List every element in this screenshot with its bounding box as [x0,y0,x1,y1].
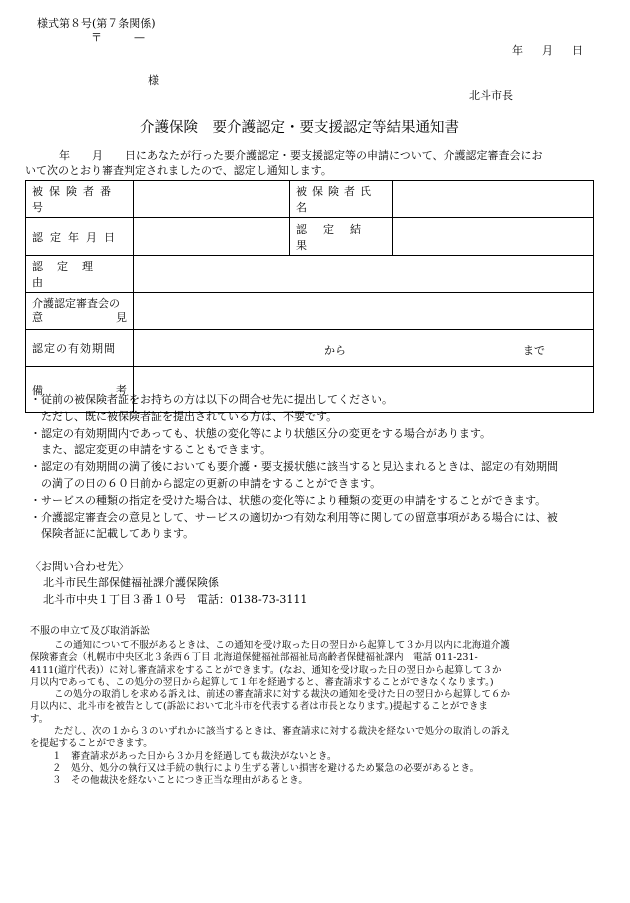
postal-mark: 〒 [91,31,102,44]
appeal-paragraph-2 [30,689,597,726]
remarks-label-char-1: 備 [32,383,43,397]
opinion-label-char-1: 意 [32,311,43,324]
note-line: 保険者証に記載してあります。 [30,527,195,541]
note-line: の満了の日の６０日前から認定の更新の申請をすることができます。 [30,476,382,490]
remarks-label-char-2: 考 [116,383,127,397]
insured-name-value [393,181,594,218]
note-line: ・認定の有効期間の満了後においても要介護・要支援状態に該当すると見込まれるときは、認定の有効期間 [30,460,558,474]
insured-number-value [134,181,290,218]
note-line: ・認定の有効期間内であっても、状態の変化等により状態区分の変更をする場合があります。 [30,426,492,440]
valid-period-label [26,330,134,367]
appeal-heading: 不服の申立て及び取消訴訟 [30,626,150,637]
appeal-text [30,640,597,788]
insured-number-label-text: 被保険者番号 [32,185,117,214]
date-year: 年 [512,44,523,57]
appeal-line: この通知について不服があるときは、この通知を受け取った日の翌日から起算して３か月以内に北海道介護 [54,640,510,651]
opinion-value [134,293,594,330]
appeal-item-1: １ 審査請求があった日から３か月を経過しても裁決がないとき。 [52,750,337,762]
insured-number-label [26,181,134,218]
insured-name-label-text: 被保険者氏名 [296,185,376,214]
intro-line-1: 年 月 日にあなたが行った要介護認定・要支援認定等の申請について、介護認定審査会にお [37,149,543,162]
result-form-table [25,180,594,413]
valid-period-label-text: 認定の有効期間 [32,342,116,355]
note-line: また、認定変更の申請をすることもできます。 [30,443,272,457]
cert-reason-label-text: 認定理由 [32,260,107,289]
appeal-paragraph-1 [30,640,597,689]
intro-line-2: いて次のとおり審査判定されましたので、認定し通知します。 [25,164,332,177]
issuer: 北斗市長 [469,89,513,102]
page-title: 介護保険 要介護認定・要支援認定等結果通知書 [140,120,459,136]
appeal-item-3: ３ その他裁決を経ないことにつき正当な理由があるとき。 [52,775,308,787]
date-month: 月 [542,44,553,57]
cert-reason-value [134,256,594,293]
contact-heading: 〈お問い合わせ先〉 [30,560,129,573]
cert-date-value [134,218,290,256]
notes-list [30,392,602,543]
appeal-line: 保険審査会（札幌市中央区北３条西６丁目 北海道保健福祉部福祉局高齢者保健福祉課内 電話 011-231- [30,652,478,664]
cert-reason-label [26,256,134,293]
appeal-line: 月以内であっても、この処分の翌日から起算して１年を経過すると、審査請求することができなくなります。) [30,676,494,688]
note-line: ・サービスの種類の指定を受けた場合は、状態の変化等により種類の変更の申請をすることができます。 [30,493,547,507]
cert-date-label-text: 認定年月日 [32,230,122,244]
cert-result-label-text: 認定結果 [296,222,377,252]
opinion-label-char-2: 見 [116,311,127,324]
note-line: ただし、既に被保険者証を提出されている方は、不要です。 [30,409,338,423]
postal-dash: — [134,31,145,44]
addressee-suffix: 様 [148,74,159,87]
date-day: 日 [572,44,583,57]
appeal-item-2: ２ 処分、処分の執行又は手続の執行により生ずる著しい損害を避けるため緊急の必要があるとき。 [52,762,480,774]
appeal-paragraph-3 [30,726,597,751]
form-number: 様式第８号(第７条関係) [37,17,156,30]
contact-dept: 北斗市民生部保健福祉課介護保険係 [43,576,219,589]
contact-address: 北斗市中央１丁目３番１０号 電話：0138-73-3111 [43,593,308,606]
valid-to: まで [523,344,545,357]
valid-from: から [324,344,346,357]
appeal-line: この処分の取消しを求める訴えは、前述の審査請求に対する裁決の通知を受けた日の翌日から起算して６か [54,689,511,701]
note-line: ・従前の被保険者証をお持ちの方は以下の問合せ先に提出してください。 [30,393,393,406]
valid-period-value [134,330,594,367]
appeal-line: 4111(道庁代表)）に対し審査請求をすることができます。(なお、通知を受け取った日の翌日から起算して３か [30,664,502,676]
note-line: ・介護認定審査会の意見として、サービスの適切かつ有効な利用等に関しての留意事項がある場合には、被 [30,510,558,524]
insured-name-label [290,181,393,218]
cert-result-value [393,218,594,256]
cert-result-label [290,218,393,256]
opinion-label-line-1: 介護認定審査会の [32,297,120,310]
appeal-line: を提起することができます。 [30,738,153,750]
appeal-line: す。 [30,713,49,725]
appeal-line: 月以内に、北斗市を被告として(訴訟において北斗市を代表する者は市長となります。)提起することができま [30,701,488,713]
appeal-line: ただし、次の１から３のいずれかに該当するときは、審査請求に対する裁決を経ないで処分の取消しの訴え [54,726,511,738]
opinion-label [26,293,134,330]
cert-date-label [26,218,134,256]
